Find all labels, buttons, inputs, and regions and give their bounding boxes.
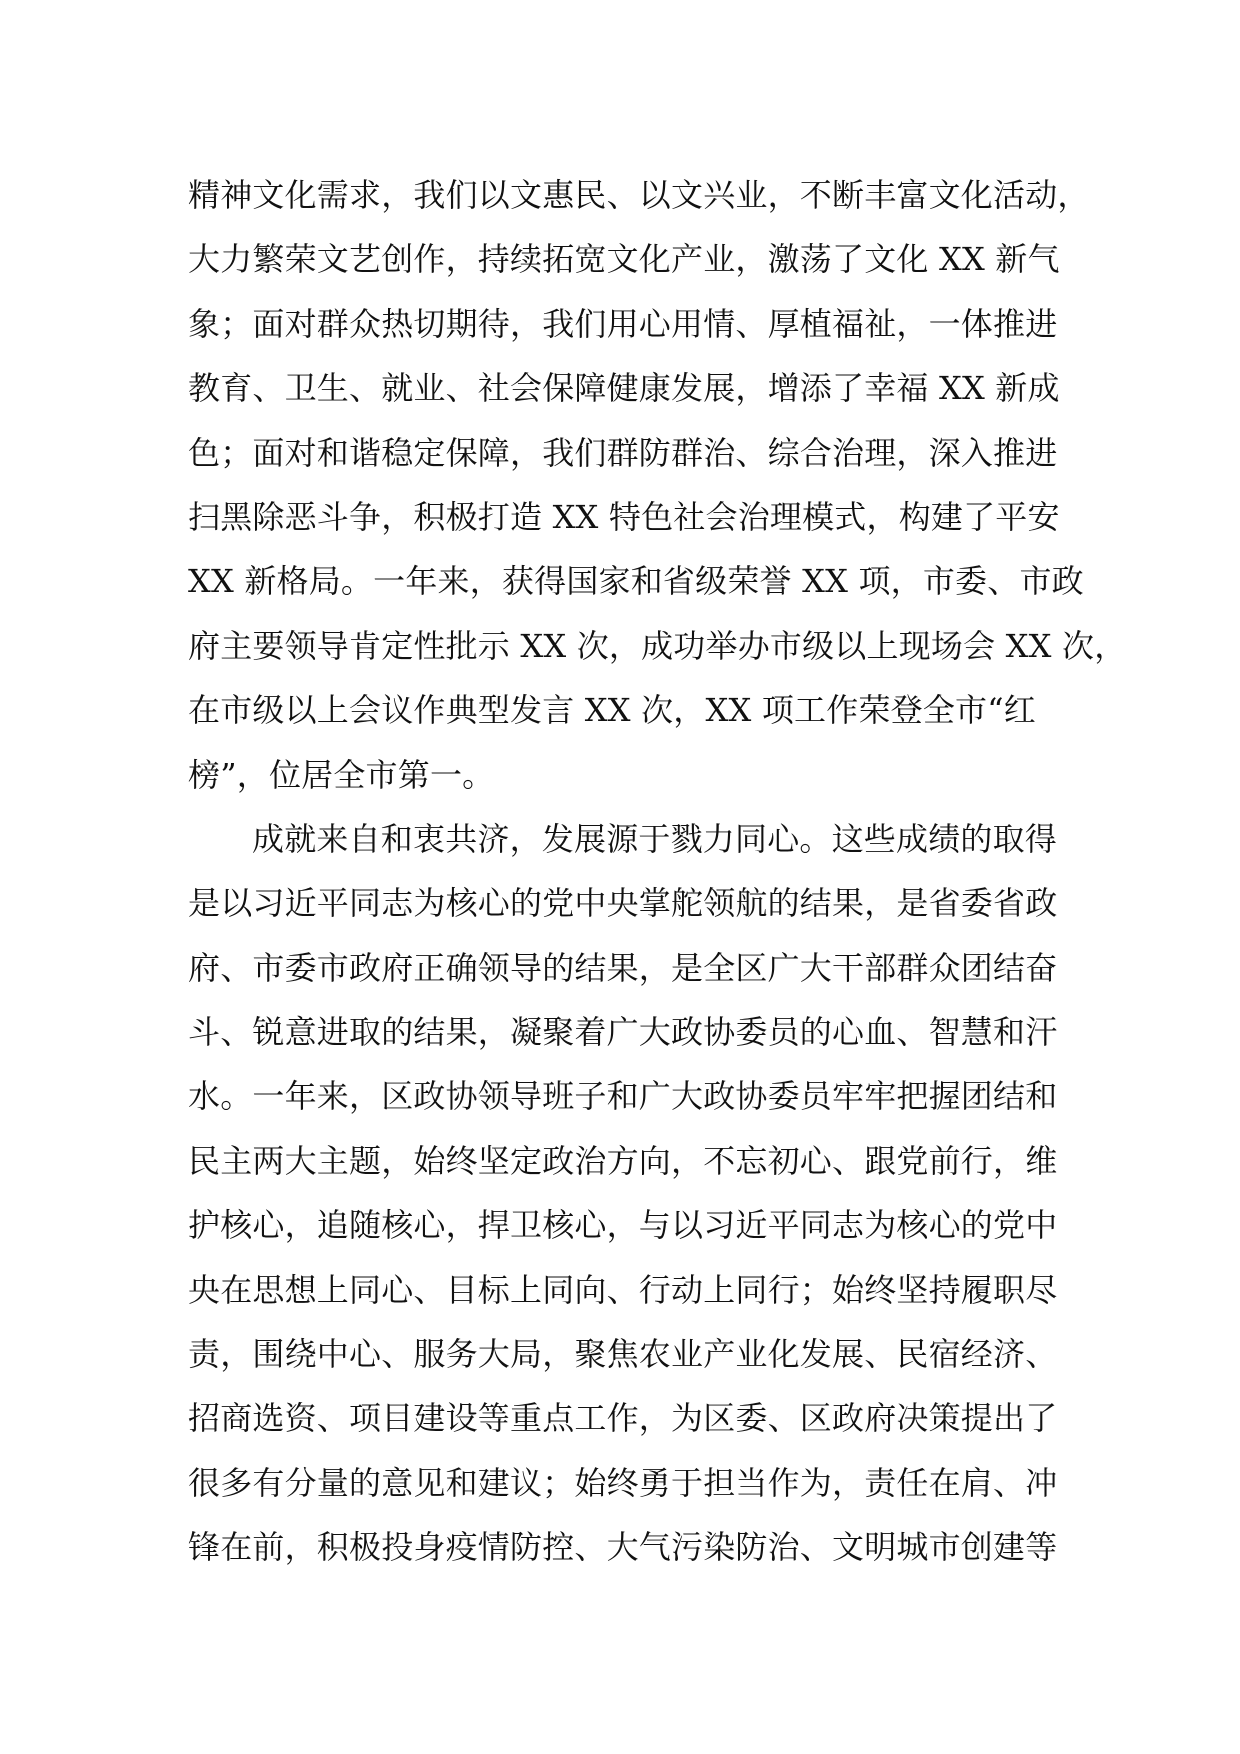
text-line: 大力繁荣文艺创作，持续拓宽文化产业，激荡了文化 XX 新气	[188, 240, 1060, 279]
text-line: 民主两大主题，始终坚定政治方向，不忘初心、跟党前行，维	[188, 1141, 1058, 1180]
text-line: 府主要领导肯定性批示 XX 次，成功举办市级以上现场会 XX 次，	[188, 626, 1127, 665]
text-line: 在市级以上会议作典型发言 XX 次，XX 项工作荣登全市“红	[188, 691, 1037, 730]
text-line: 护核心，追随核心，捍卫核心，与以习近平同志为核心的党中	[188, 1206, 1058, 1245]
text-line: 责，围绕中心、服务大局，聚焦农业产业化发展、民宿经济、	[188, 1335, 1058, 1374]
text-line: 锋在前，积极投身疫情防控、大气污染防治、文明城市创建等	[188, 1528, 1058, 1567]
text-line: 央在思想上同心、目标上同向、行动上同行；始终坚持履职尽	[188, 1270, 1058, 1309]
paragraph-start-line: 成就来自和衷共济，发展源于戮力同心。这些成绩的取得	[252, 819, 1058, 858]
text-line: 水。一年来，区政协领导班子和广大政协委员牢牢把握团结和	[188, 1077, 1058, 1116]
text-line: 很多有分量的意见和建议；始终勇于担当作为，责任在肩、冲	[188, 1463, 1058, 1502]
text-line: 府、市委市政府正确领导的结果，是全区广大干部群众团结奋	[188, 948, 1058, 987]
text-line: 色；面对和谐稳定保障，我们群防群治、综合治理，深入推进	[188, 433, 1058, 472]
text-line: 榜”，位居全市第一。	[188, 755, 495, 794]
text-line: 教育、卫生、就业、社会保障健康发展，增添了幸福 XX 新成	[188, 369, 1060, 408]
text-line: 斗、锐意进取的结果，凝聚着广大政协委员的心血、智慧和汗	[188, 1013, 1058, 1052]
text-line: 是以习近平同志为核心的党中央掌舵领航的结果，是省委省政	[188, 884, 1058, 923]
text-line: 扫黑除恶斗争，积极打造 XX 特色社会治理模式，构建了平安	[188, 497, 1060, 536]
text-line: XX 新格局。一年来，获得国家和省级荣誉 XX 项，市委、市政	[188, 562, 1084, 601]
text-line: 精神文化需求，我们以文惠民、以文兴业，不断丰富文化活动，	[188, 176, 1090, 214]
text-line: 象；面对群众热切期待，我们用心用情、厚植福祉，一体推进	[188, 304, 1058, 343]
text-line: 招商选资、项目建设等重点工作，为区委、区政府决策提出了	[188, 1399, 1058, 1438]
document-body	[188, 163, 1127, 1580]
